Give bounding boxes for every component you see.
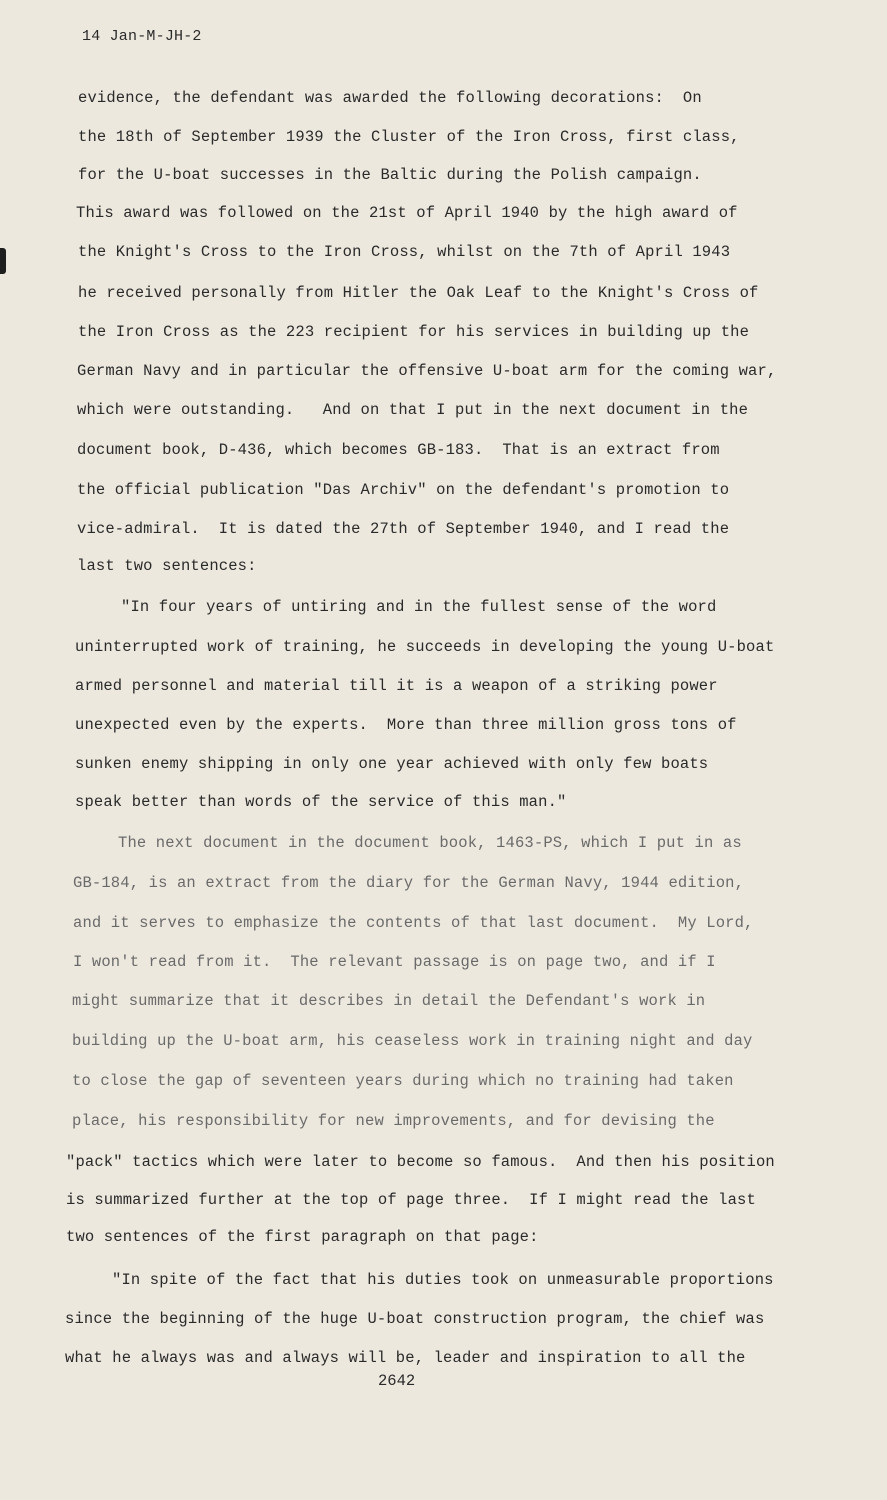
page-number: 2642: [378, 1372, 416, 1390]
text-line: German Navy and in particular the offensive U-boat arm for the coming war,: [77, 362, 777, 380]
quote-line: speak better than words of the service of this man.": [75, 793, 567, 811]
text-line: the official publication "Das Archiv" on the defendant's promotion to: [77, 481, 730, 499]
quote-line: armed personnel and material till it is a weapon of a striking power: [75, 677, 718, 695]
text-line: document book, D-436, which becomes GB-183. That is an extract from: [77, 441, 720, 459]
text-line: The next document in the document book, 1463-PS, which I put in as: [118, 834, 742, 852]
text-line: building up the U-boat arm, his ceaseless work in training night and day: [72, 1032, 753, 1050]
text-line: to close the gap of seventeen years during which no training had taken: [72, 1072, 734, 1090]
text-line: last two sentences:: [77, 557, 257, 575]
text-line: the Knight's Cross to the Iron Cross, whilst on the 7th of April 1943: [78, 243, 731, 261]
text-line: I won't read from it. The relevant passage is on page two, and if I: [73, 953, 716, 971]
quote-line: "In four years of untiring and in the fullest sense of the word: [121, 598, 717, 616]
quote-line: uninterrupted work of training, he succeeds in developing the young U-boat: [75, 638, 775, 656]
text-line: the Iron Cross as the 223 recipient for his services in building up the: [78, 323, 750, 341]
text-line: GB-184, is an extract from the diary for the German Navy, 1944 edition,: [73, 874, 745, 892]
text-line: evidence, the defendant was awarded the following decorations: On: [78, 89, 702, 107]
binder-hole-mark: [0, 248, 6, 274]
text-line: the 18th of September 1939 the Cluster of the Iron Cross, first class,: [78, 128, 740, 146]
quote-line: what he always was and always will be, leader and inspiration to all the: [65, 1349, 746, 1367]
page-header: 14 Jan-M-JH-2: [82, 28, 202, 45]
quote-line: "In spite of the fact that his duties took on unmeasurable proportions: [112, 1271, 774, 1289]
text-line: This award was followed on the 21st of April 1940 by the high award of: [76, 204, 738, 222]
quote-line: since the beginning of the huge U-boat construction program, the chief was: [65, 1310, 765, 1328]
quote-line: sunken enemy shipping in only one year achieved with only few boats: [75, 755, 709, 773]
text-line: he received personally from Hitler the Oak Leaf to the Knight's Cross of: [78, 284, 759, 302]
text-line: two sentences of the first paragraph on that page:: [66, 1228, 539, 1246]
text-line: "pack" tactics which were later to become so famous. And then his position: [66, 1153, 775, 1171]
text-line: place, his responsibility for new improvements, and for devising the: [72, 1112, 715, 1130]
text-line: is summarized further at the top of page three. If I might read the last: [66, 1191, 756, 1209]
text-line: and it serves to emphasize the contents of that last document. My Lord,: [73, 914, 754, 932]
text-line: which were outstanding. And on that I put in the next document in the: [77, 401, 749, 419]
text-line: might summarize that it describes in detail the Defendant's work in: [72, 992, 706, 1010]
text-line: vice-admiral. It is dated the 27th of September 1940, and I read the: [77, 520, 730, 538]
quote-line: unexpected even by the experts. More than three million gross tons of: [75, 716, 737, 734]
text-line: for the U-boat successes in the Baltic during the Polish campaign.: [78, 166, 702, 184]
